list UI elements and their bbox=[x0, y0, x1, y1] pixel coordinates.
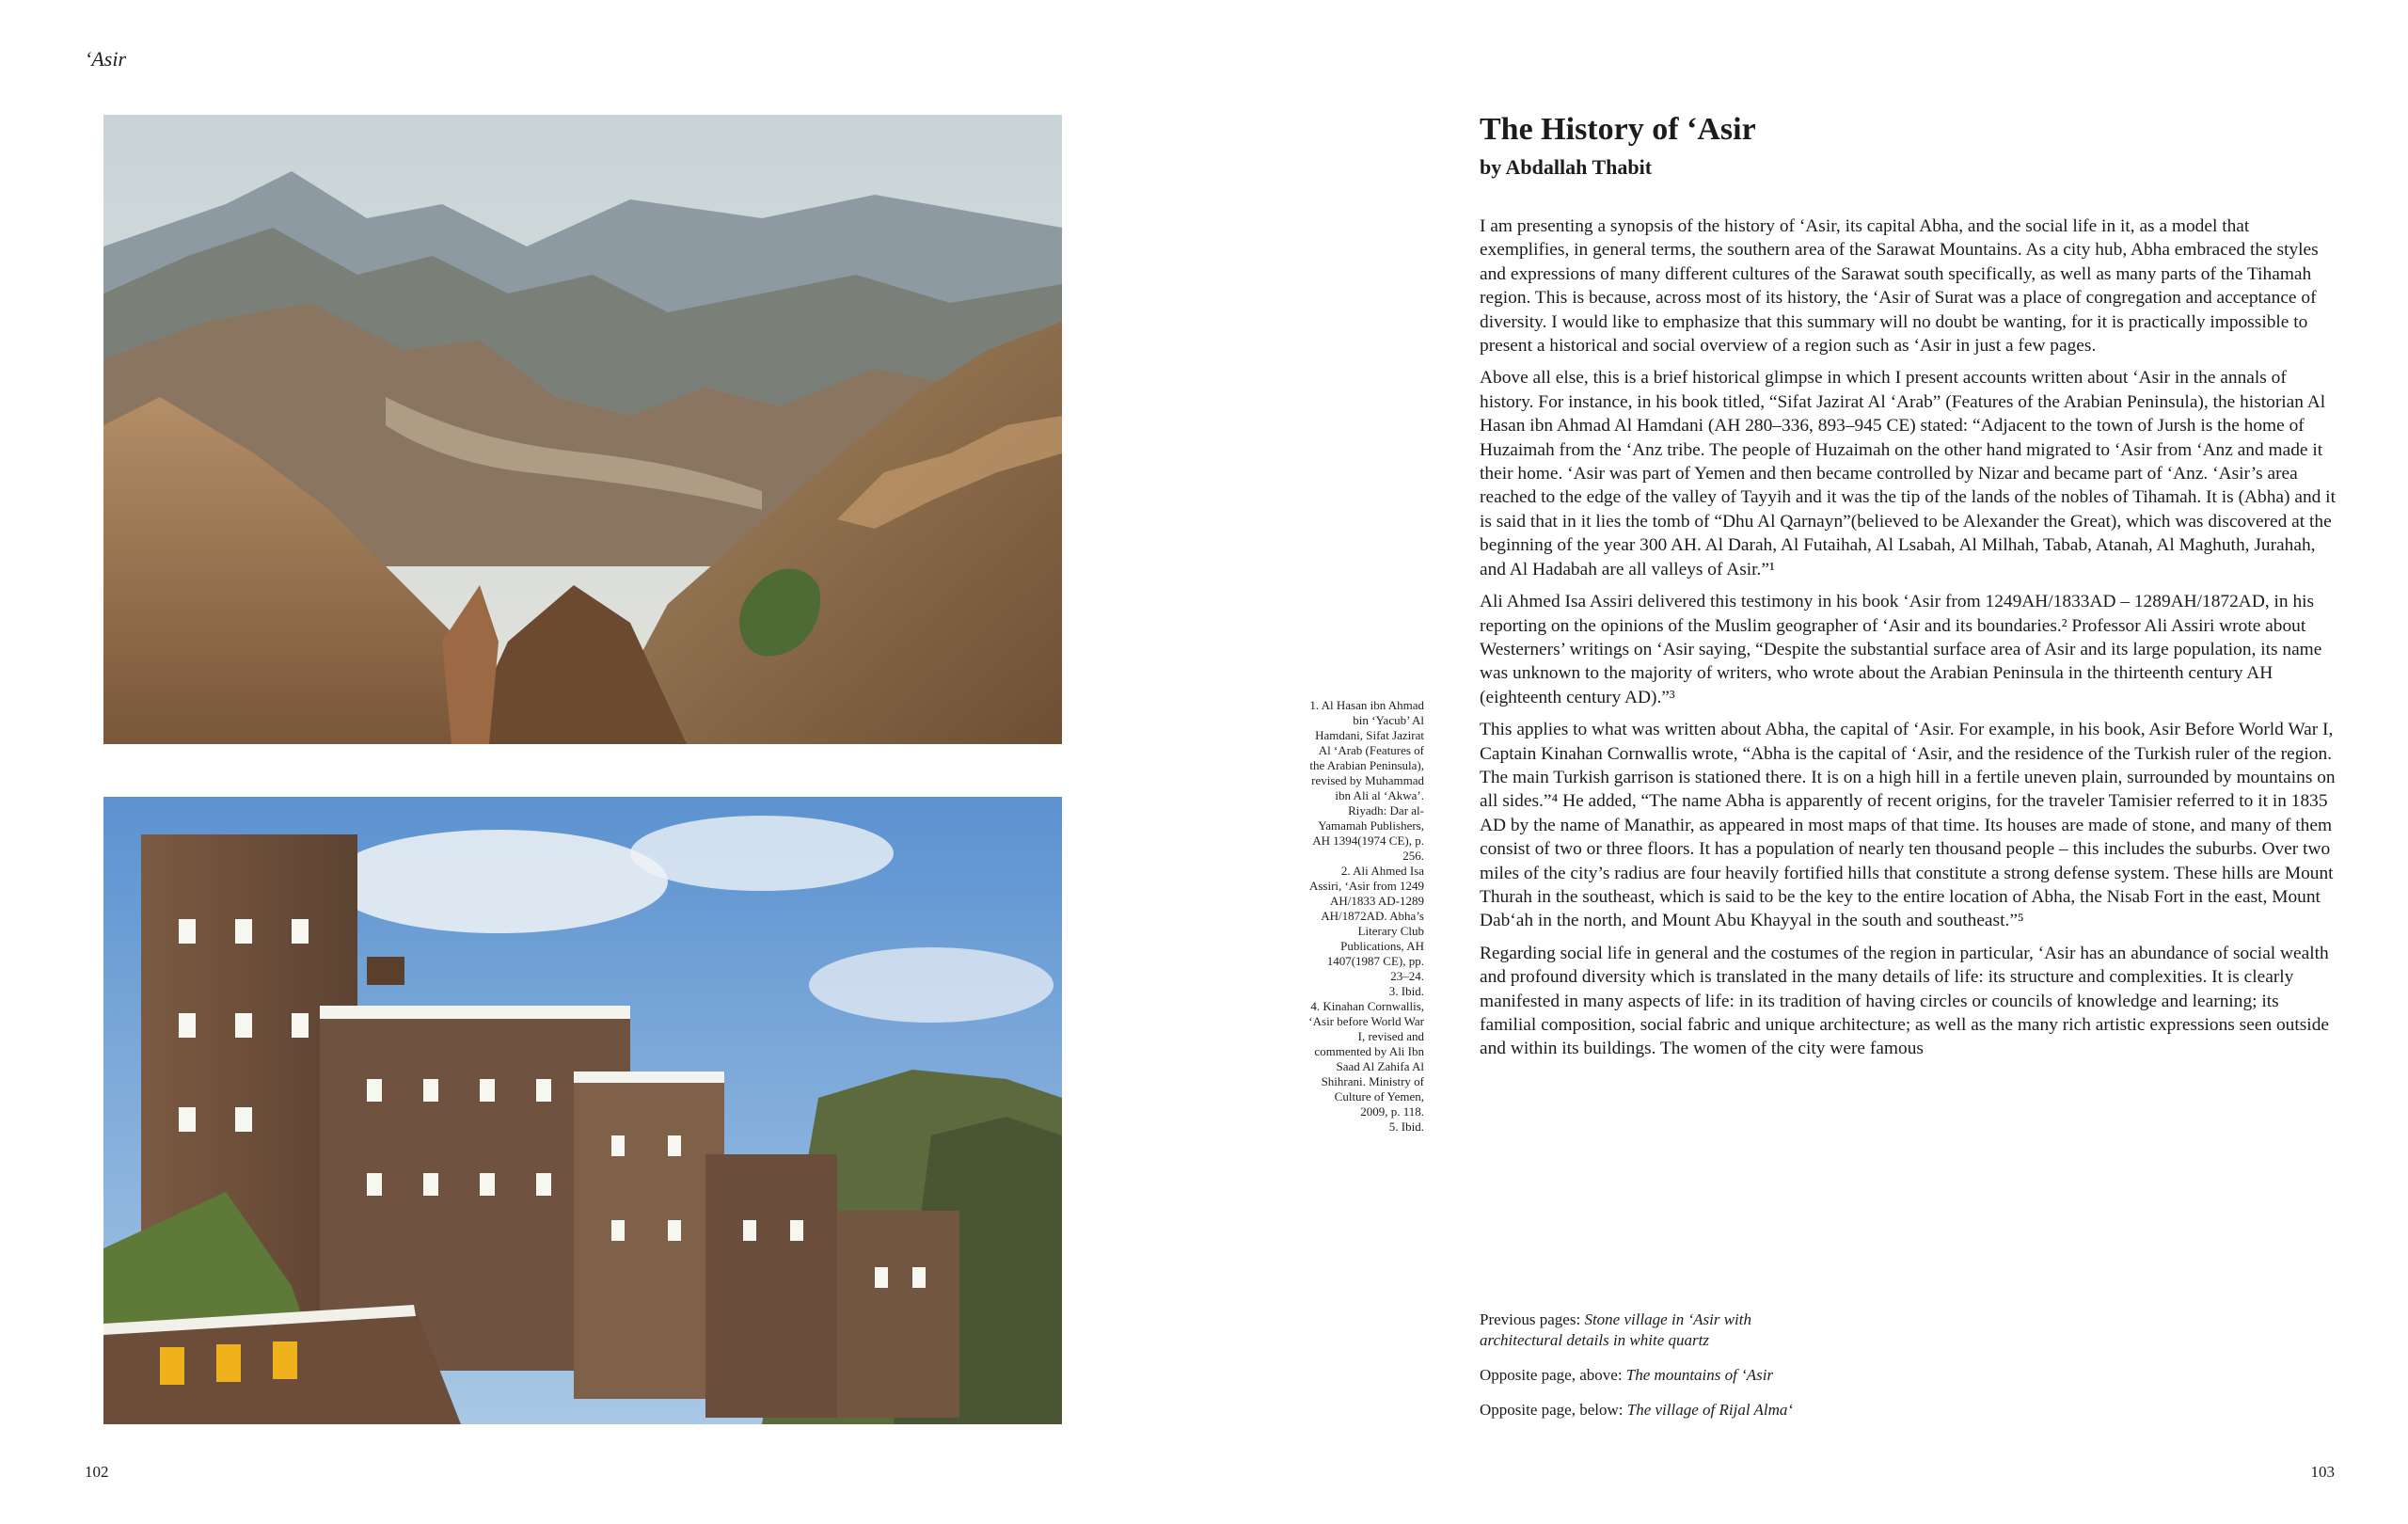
caption-text: The mountains of ‘Asir bbox=[1625, 1366, 1774, 1384]
page-number-right: 103 bbox=[2310, 1463, 2335, 1481]
article-body bbox=[1480, 214, 2336, 1061]
paragraph: I am presenting a synopsis of the history of ‘Asir, its capital Abha, and the social life in it, as a model that exemplifies, in general terms, the southern area of the Sarawat Mountains. As a city hub, Abha embraced the styles and expressions of many different cultures of the Sarawat south specifically, as well as many parts of the Tihamah region. This is because, across most of its history, the ‘Asir of Surat was a place of congregation and acceptance of diversity. I would like to emphasize that this summary will no doubt be wanting, for it is practically impossible to present a historical and social overview of a region such as ‘Asir in just a few pages. bbox=[1480, 216, 2319, 357]
caption-label: Previous pages: bbox=[1480, 1310, 1585, 1328]
paragraph: Ali Ahmed Isa Assiri delivered this testimony in his book ‘Asir from 1249AH/1833AD – 1289AH/1872AD, in his reporting on the opinions of the Muslim geographer of ‘Asir and its boundaries.² Professor Ali Assiri wrote about Westerners’ writings on ‘Asir saying, “Despite the substantial surface area of Asir and its large population, its name was unknown to the majority of writers, who wrote about the Arabian Peninsula in the thirteenth century AH (eighteenth century AD).”³ bbox=[1480, 592, 2322, 707]
caption-text: Stone village in ‘Asir with architectural details in white quartz bbox=[1480, 1310, 1751, 1349]
article-title: The History of ‘Asir bbox=[1480, 112, 1756, 147]
footnotes bbox=[1307, 698, 1424, 1135]
paragraph: Above all else, this is a brief historical glimpse in which I present accounts written about ‘Asir in the annals of history. For instance, in his book titled, “Sifat Jazirat Al ‘Arab” (Features of the Arabian Peninsula), the historian Al Hasan ibn Ahmad Al Hamdani (AH 280–336, 893–945 CE) stated: “Adjacent to the town of Jursh is the home of Huzaimah from the ‘Anz tribe. The people of Huzaimah on the other hand migrated to ‘Asir from ‘Anz and made it their home. ‘Asir was part of Yemen and then became controlled by Nizar and became part of ‘Anz. ‘Asir’s area reached to the edge of the valley of Tayyih and it was the tip of the lands of the nobles of Tihamah. It is (Abha) and it is said that in it lies the tomb of “Dhu Al Qarnayn”(believed to be Alexander the Great), which was discovered at the beginning of the year 300 AH. Al Darah, Al Futaihah, Al Lsabah, Al Milhah, Tabab, Atanah, Al Maghuth, Jurahah, and Al Hadabah are all valleys of Asir.”¹ bbox=[1480, 368, 2336, 579]
caption-text: The village of Rijal Alma‘ bbox=[1626, 1401, 1794, 1419]
paragraph: This applies to what was written about Abha, the capital of ‘Asir. For example, in his book, Asir Before World War I, Captain Kinahan Cornwallis wrote, “Abha is the capital of ‘Asir, and the residence of the Turkish ruler of the region. The main Turkish garrison is stationed there. It is on a high hill in a fertile uneven plain, surrounded by mountains on all sides.”⁴ He added, “The name Abha is apparently of recent origins, for the traveler Tamisier referred to it in 1835 AD by the name of Manathir, as appeared in most maps of that time. Its houses are made of stone, and many of them consist of two or three floors. It has a population of nearly ten thousand people – this includes the suburbs. Over two miles of the city’s radius are four heavily fortified hills that constitute a strong defense system. These hills are Mount Thurah in the southeast, which is said to be the key to the entire location of Abha, the Nisab Fort in the east, Mount Dab‘ah in the north, and Mount Abu Khayyal in the south and southeast.”⁵ bbox=[1480, 720, 2336, 931]
caption-label: Opposite page, below: bbox=[1480, 1401, 1627, 1419]
caption-label: Opposite page, above: bbox=[1480, 1366, 1626, 1384]
footnote-5: 5. Ibid. bbox=[1388, 1119, 1424, 1134]
article-byline: by Abdallah Thabit bbox=[1480, 155, 1653, 179]
village-photo bbox=[103, 797, 1062, 1424]
caption-opposite-above bbox=[1480, 1365, 1818, 1386]
caption-opposite-below bbox=[1480, 1400, 1818, 1421]
running-head: ‘Asir bbox=[85, 47, 126, 71]
page-number-left: 102 bbox=[85, 1463, 109, 1481]
footnote-4: 4. Kinahan Cornwallis, ‘Asir before World War I, revised and commented by Ali Ibn Saad Al Zahifa Al Shihrani. Ministry of Culture of Yemen, 2009, p. 118. bbox=[1308, 999, 1424, 1119]
footnote-2: 2. Ali Ahmed Isa Assiri, ‘Asir from 1249 AH/1833 AD-1289 AH/1872AD. Abha’s Literary Club Publications, AH 1407(1987 CE), pp. 23–24. bbox=[1308, 864, 1424, 983]
photo-captions bbox=[1480, 1310, 1818, 1435]
footnote-1: 1. Al Hasan ibn Ahmad bin ‘Yacub’ Al Hamdani, Sifat Jazirat Al ‘Arab (Features of the Arabian Peninsula), revised by Muhammad ibn Ali al ‘Akwa’. Riyadh: Dar al-Yamamah Publishers, AH 1394(1974 CE), p. 256. bbox=[1309, 698, 1424, 863]
paragraph: Regarding social life in general and the costumes of the region in particular, ‘Asir has an abundance of social wealth and profound diversity which is translated in the many details of life: its structure and complexities. It is clearly manifested in many aspects of life: in its tradition of having circles or councils of knowledge and learning; its familial composition, social fabric and unique architecture; as well as the many rich artistic expressions seen outside and within its buildings. The women of the city were famous bbox=[1480, 943, 2329, 1059]
mountains-photo bbox=[103, 115, 1062, 744]
footnote-3: 3. Ibid. bbox=[1388, 984, 1424, 998]
caption-previous-pages bbox=[1480, 1310, 1818, 1351]
article bbox=[1480, 111, 2336, 1070]
